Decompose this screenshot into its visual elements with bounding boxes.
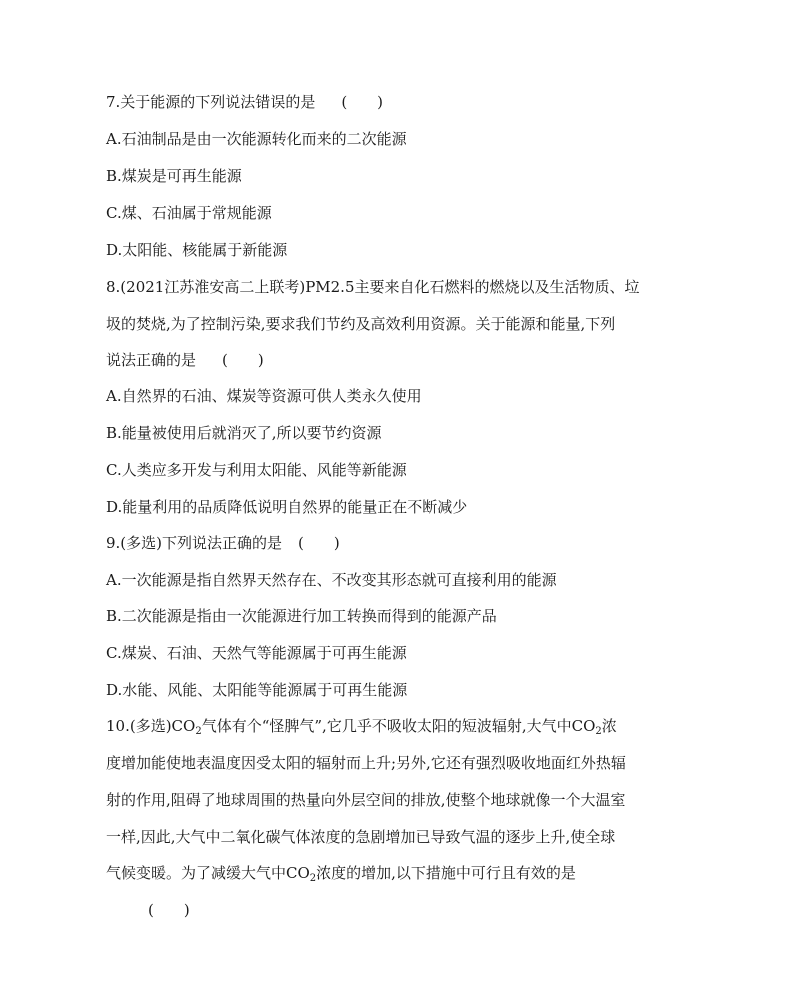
q10-stem-line-1 (106, 716, 617, 736)
q10-l1-subscript-2: 2 (595, 726, 602, 737)
q7-stem: 7.关于能源的下列说法错误的是 (106, 93, 316, 111)
q8-stem-line-3-row (106, 350, 264, 370)
q9-answer-blank: ( ) (298, 534, 340, 552)
q9-stem-line (106, 533, 340, 553)
q10-l1-b: 气体有个“怪脾气”,它几乎不吸收太阳的短波辐射,大气中CO (201, 717, 596, 735)
q7-answer-blank: ( ) (341, 93, 384, 111)
q8-option-d: D.能量利用的品质降低说明自然界的能量正在不断减少 (106, 498, 468, 516)
q8-option-b: B.能量被使用后就消灭了,所以要节约资源 (106, 424, 382, 442)
q8-stem-line-3: 说法正确的是 (106, 351, 197, 369)
q8-option-a: A.自然界的石油、煤炭等资源可供人类永久使用 (106, 387, 422, 405)
q9-option-c: C.煤炭、石油、天然气等能源属于可再生能源 (106, 644, 407, 662)
q10-l1-c: 浓 (601, 717, 617, 735)
q7-option-d: D.太阳能、核能属于新能源 (106, 241, 288, 259)
q10-l1-subscript: 2 (195, 726, 202, 737)
q10-stem-line-3: 射的作用,阻碍了地球周围的热量向外层空间的排放,使整个地球就像一个大温室 (106, 791, 626, 809)
q7-stem-line (106, 92, 383, 112)
q10-l5-subscript: 2 (309, 873, 317, 884)
q8-option-c: C.人类应多开发与利用太阳能、风能等新能源 (106, 461, 407, 479)
q9-stem: 9.(多选)下列说法正确的是 (106, 534, 283, 552)
q10-answer-blank: ( ) (148, 901, 190, 919)
q9-option-b: B.二次能源是指由一次能源进行加工转换而得到的能源产品 (106, 607, 497, 625)
q9-option-d: D.水能、风能、太阳能等能源属于可再生能源 (106, 681, 408, 699)
q10-stem-line-5 (106, 863, 576, 883)
q10-l5-b: 浓度的增加,以下措施中可行且有效的是 (316, 864, 576, 882)
q8-stem-line-2: 圾的焚烧,为了控制污染,要求我们节约及高效利用资源。关于能源和能量,下列 (106, 315, 616, 333)
q10-l1-a: 10.(多选)CO (106, 717, 196, 735)
q7-option-a: A.石油制品是由一次能源转化而来的二次能源 (106, 130, 407, 148)
q10-l5-a: 气候变暖。为了减缓大气中CO (106, 864, 310, 882)
q10-stem-line-2: 度增加能使地表温度因受太阳的辐射而上升;另外,它还有强烈吸收地面红外热辐 (106, 754, 626, 772)
q8-answer-blank: ( ) (222, 351, 264, 369)
q8-stem-line-1: 8.(2021江苏淮安高二上联考)PM2.5主要来自化石燃料的燃烧以及生活物质、垃 (106, 278, 640, 296)
q7-option-b: B.煤炭是可再生能源 (106, 167, 242, 185)
q9-option-a: A.一次能源是指自然界天然存在、不改变其形态就可直接利用的能源 (106, 571, 557, 589)
q7-option-c: C.煤、石油属于常规能源 (106, 204, 272, 222)
q10-stem-line-4: 一样,因此,大气中二氧化碳气体浓度的急剧增加已导致气温的逐步上升,使全球 (106, 828, 616, 846)
